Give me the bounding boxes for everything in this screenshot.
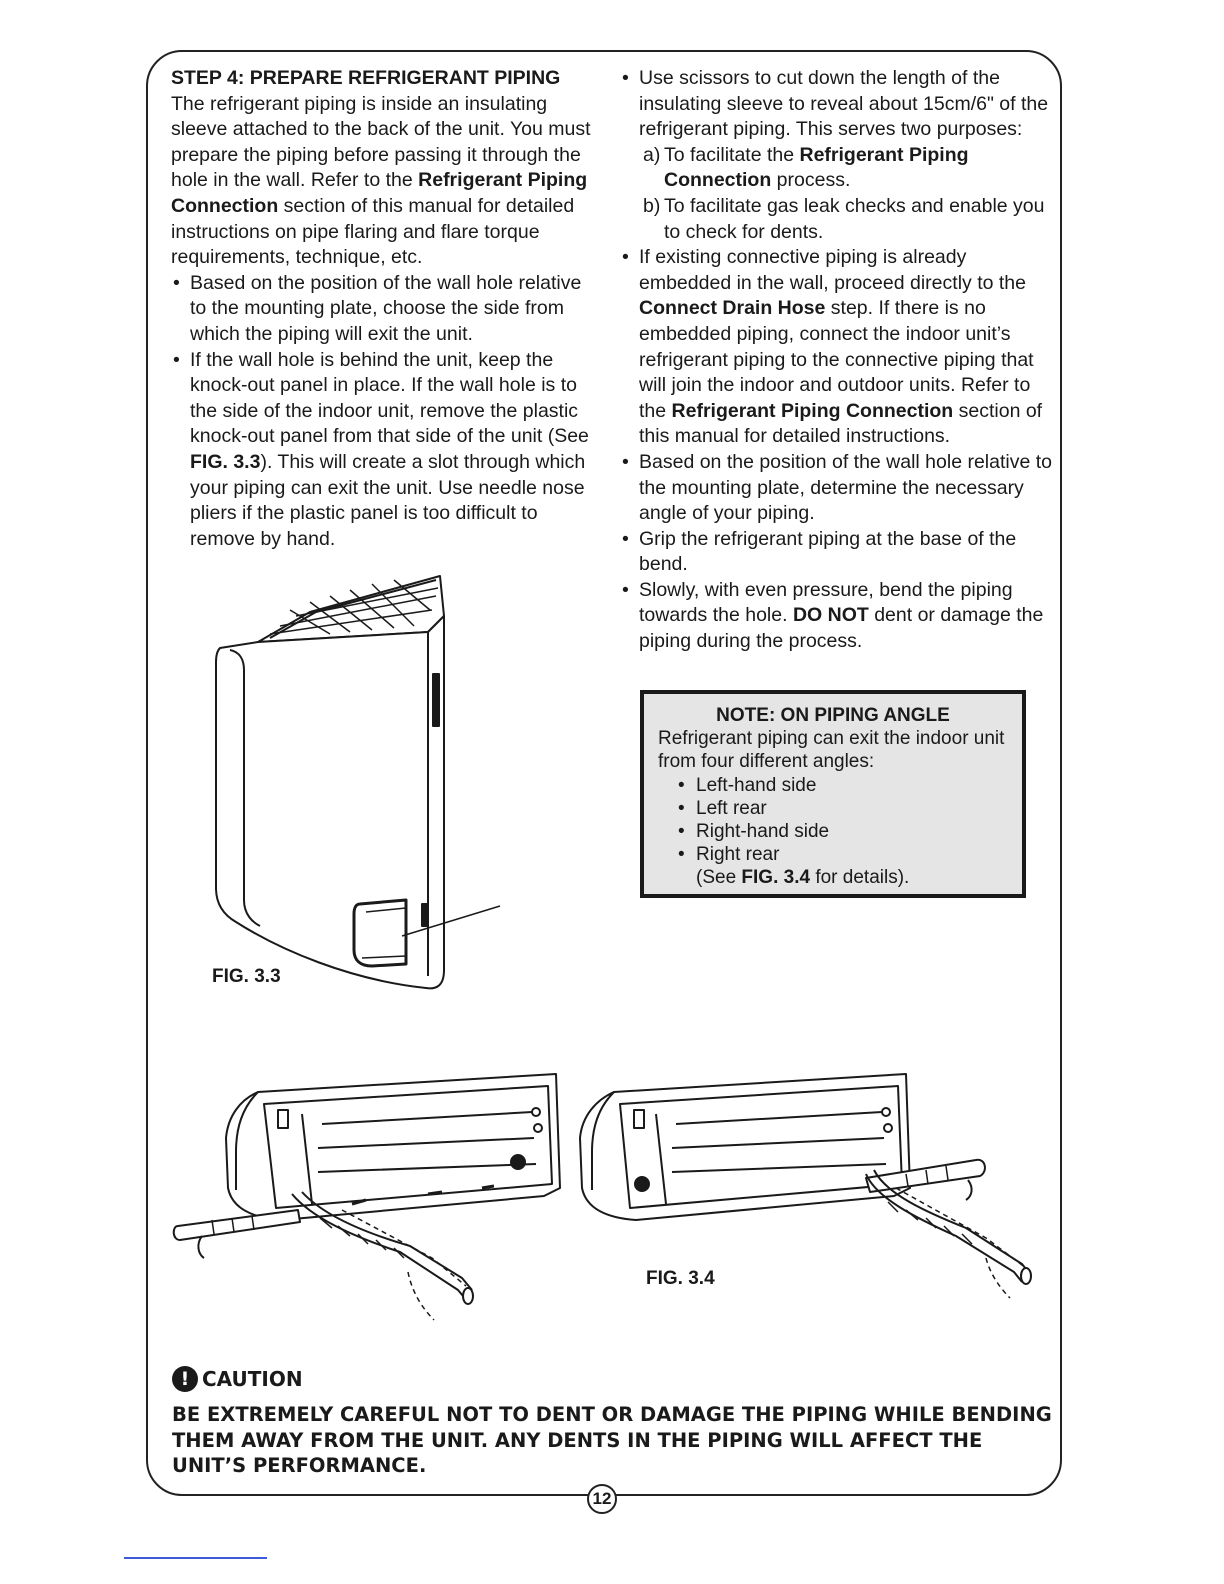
bullet-knockout-panel: • If the wall hole is behind the unit, keep the knock-out panel in place. If the wall hole is to the side of the indoor unit, remove the plastic knock-out panel from that side of the unit (See FIG. 3.3). This will create a slot through which your piping can exit the unit. Use needle nose pliers if the plastic panel is too difficult to remove by hand.: [171, 348, 591, 553]
step-title: STEP 4: PREPARE REFRIGERANT PIPING: [171, 67, 561, 89]
footer-line: [124, 1557, 267, 1559]
purpose-a: a) To facilitate the Refrigerant Piping Connection process.: [643, 143, 969, 192]
bullet-choose-side: • Based on the position of the wall hole relative to the mounting plate, choose the side from which the piping will exit the unit.: [171, 271, 591, 348]
fig-3-4-label: FIG. 3.4: [646, 1268, 715, 1289]
bullet-existing-piping: • If existing connective piping is already embedded in the wall, proceed directly to the Connect Drain Hose step. If there is no embedded piping, connect the indoor unit’s refrigerant piping to the connective piping that will join the indoor and outdoor units. Refer to the Refrigerant Piping Connection section of this manual for detailed instructions.: [620, 245, 1052, 450]
angle-item: • Left rear: [678, 797, 1008, 820]
angle-item: • Right-hand side: [678, 820, 1008, 843]
left-column: [171, 66, 591, 552]
angle-list: [658, 774, 1008, 867]
caution-section: [172, 1366, 1052, 1479]
fig-3-3-label: FIG. 3.3: [212, 966, 281, 987]
angle-item: • Left-hand side: [678, 774, 1008, 797]
fig-3-4-left-illustration: [172, 1068, 572, 1338]
note-title: NOTE: ON PIPING ANGLE: [716, 705, 950, 726]
intro-paragraph: The refrigerant piping is inside an insulating sleeve attached to the back of the unit. You must prepare the piping before passing it through the hole in the wall. Refer to the Refrigerant Piping Connection section of this manual for detailed instructions on pipe flaring and flare torque requirements, technique, etc.: [171, 92, 591, 269]
page-number: 12: [587, 1484, 617, 1514]
bullet-cut-sleeve: • Use scissors to cut down the length of the insulating sleeve to reveal about 15cm/6" of the refrigerant piping. This serves two purposes: a) To facilitate the Refrigerant Piping Connection process. b) To facilitate gas leak checks and enable you to check for dents.: [620, 66, 1052, 245]
bullet-bend-piping: • Slowly, with even pressure, bend the piping towards the hole. DO NOT dent or damage the piping during the process.: [620, 578, 1052, 655]
bullet-determine-angle: • Based on the position of the wall hole relative to the mounting plate, determine the necessary angle of your piping.: [620, 450, 1052, 527]
fig-3-4-right-illustration: [576, 1068, 1036, 1338]
note-box: [640, 690, 1026, 898]
right-bullet-list: [620, 66, 1052, 655]
fig-3-3-illustration: [200, 570, 510, 1000]
bullet-grip-piping: • Grip the refrigerant piping at the base of the bend.: [620, 527, 1052, 578]
purpose-list: [620, 143, 1052, 245]
right-column: [620, 66, 1052, 655]
exclamation-icon: !: [172, 1366, 198, 1392]
note-text: Refrigerant piping can exit the indoor unit from four different angles:: [658, 728, 1005, 773]
caution-heading: [172, 1366, 1052, 1392]
purpose-b: b) To facilitate gas leak checks and enable you to check for dents.: [643, 194, 1045, 243]
angle-item: • Right rear: [678, 843, 1008, 866]
left-bullet-list: [171, 271, 591, 553]
caution-title: CAUTION: [202, 1367, 303, 1391]
note-see: (See FIG. 3.4 for details).: [696, 867, 910, 889]
caution-text: BE EXTREMELY CAREFUL NOT TO DENT OR DAMAGE THE PIPING WHILE BENDING THEM AWAY FROM THE UNIT. ANY DENTS IN THE PIPING WILL AFFECT THE UNIT’S PERFORMANCE.: [172, 1403, 1052, 1478]
